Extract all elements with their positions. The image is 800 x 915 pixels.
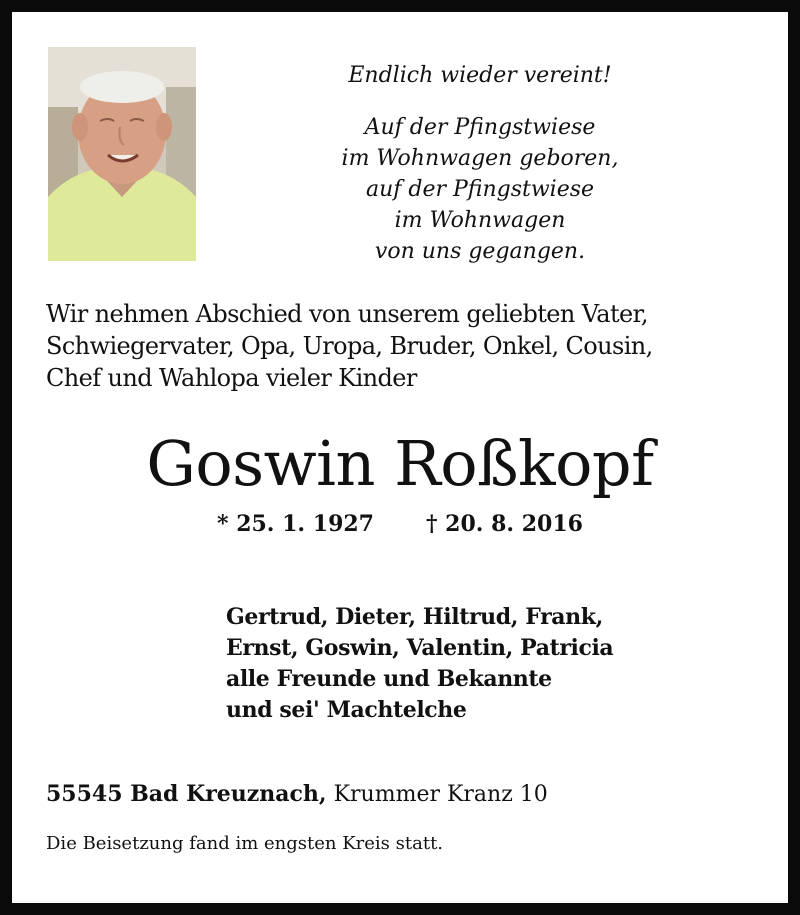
motto-line: im Wohnwagen	[394, 208, 566, 233]
motto-verse	[250, 60, 710, 267]
address-street: Krummer Kranz 10	[333, 782, 548, 807]
intro-line: Chef und Wahlopa vieler Kinder	[46, 364, 417, 392]
address-line	[46, 778, 548, 811]
address-city: 55545 Bad Kreuznach,	[46, 781, 327, 807]
deceased-name: Goswin Roßkopf	[146, 427, 654, 500]
intro-line: Schwiegervater, Opa, Uropa, Bruder, Onkel, Cousin,	[46, 332, 653, 360]
birth-date: * 25. 1. 1927	[217, 511, 374, 537]
motto-line: auf der Pfingstwiese	[365, 177, 595, 202]
mourners-list	[226, 602, 613, 726]
mourners-line: und sei' Machtelche	[226, 697, 467, 723]
death-date: † 20. 8. 2016	[426, 511, 583, 537]
portrait-photo	[48, 47, 196, 261]
motto-line: von uns gegangen.	[374, 239, 586, 264]
motto-headline: Endlich wieder vereint!	[348, 63, 612, 88]
mourners-line: Ernst, Goswin, Valentin, Patricia	[226, 635, 614, 661]
mourners-line: alle Freunde und Bekannte	[226, 666, 552, 692]
motto-line: Auf der Pfingstwiese	[364, 115, 596, 140]
mourners-line: Gertrud, Dieter, Hiltrud, Frank,	[226, 604, 603, 630]
life-dates	[0, 507, 800, 541]
motto-line: im Wohnwagen geboren,	[341, 146, 619, 171]
burial-note: Die Beisetzung fand im engsten Kreis statt.	[46, 833, 444, 854]
intro-line: Wir nehmen Abschied von unserem geliebten Vater,	[46, 300, 648, 328]
farewell-intro	[46, 298, 776, 394]
